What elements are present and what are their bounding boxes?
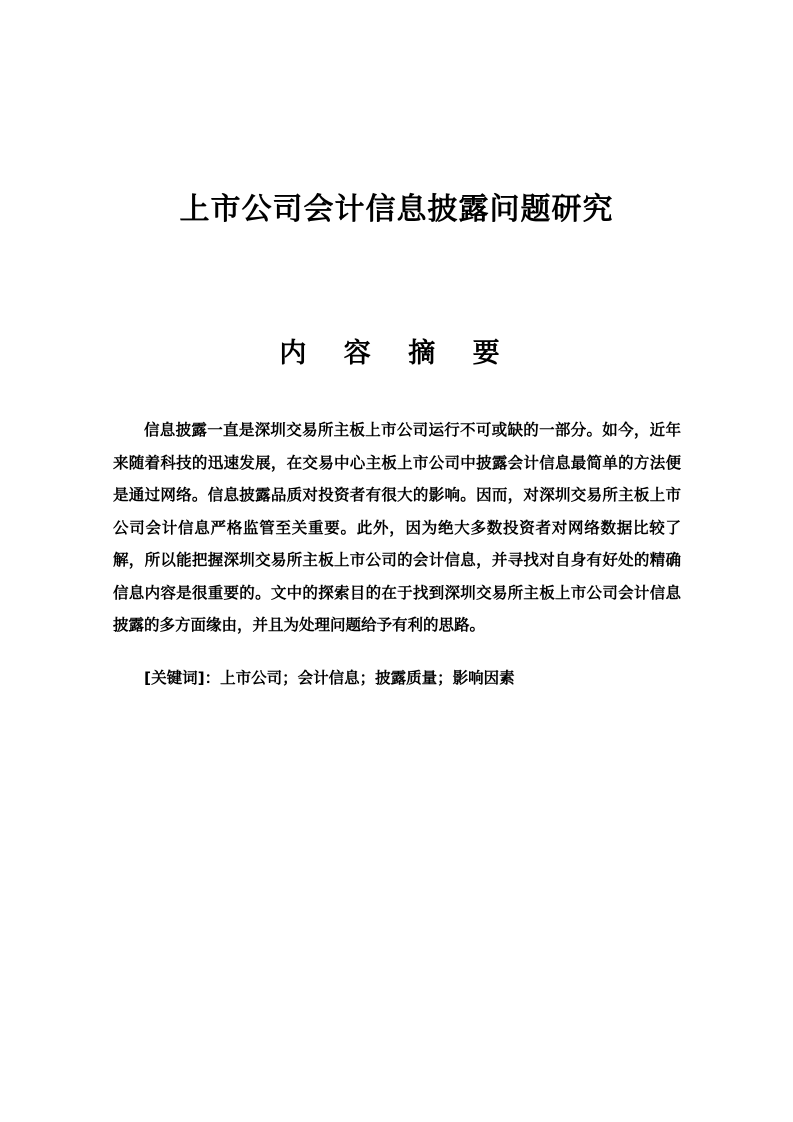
- keywords-line: [关键词]：上市公司；会计信息；披露质量；影响因素: [144, 669, 515, 687]
- abstract-paragraph: 信息披露一直是深圳交易所主板上市公司运行不可或缺的一部分。如今，近年来随着科技的迅速发展，在交易中心主板上市公司中披露会计信息最简单的方法便是通过网络。信息披露品质对投资者有很大的影响。因而，对深圳交易所主板上市公司会计信息严格监管至关重要。此外，因为绝大多数投资者对网络数据比较了解，所以能把握深圳交易所主板上市公司的会计信息，并寻找对自身有好处的精确信息内容是很重要的。文中的探索目的在于找到深圳交易所主板上市公司会计信息披露的多方面缘由，并且为处理问题给予有利的思路。: [113, 421, 681, 634]
- document-title: 上市公司会计信息披露问题研究: [179, 192, 614, 227]
- abstract-heading: 内 容 摘 要: [279, 338, 514, 369]
